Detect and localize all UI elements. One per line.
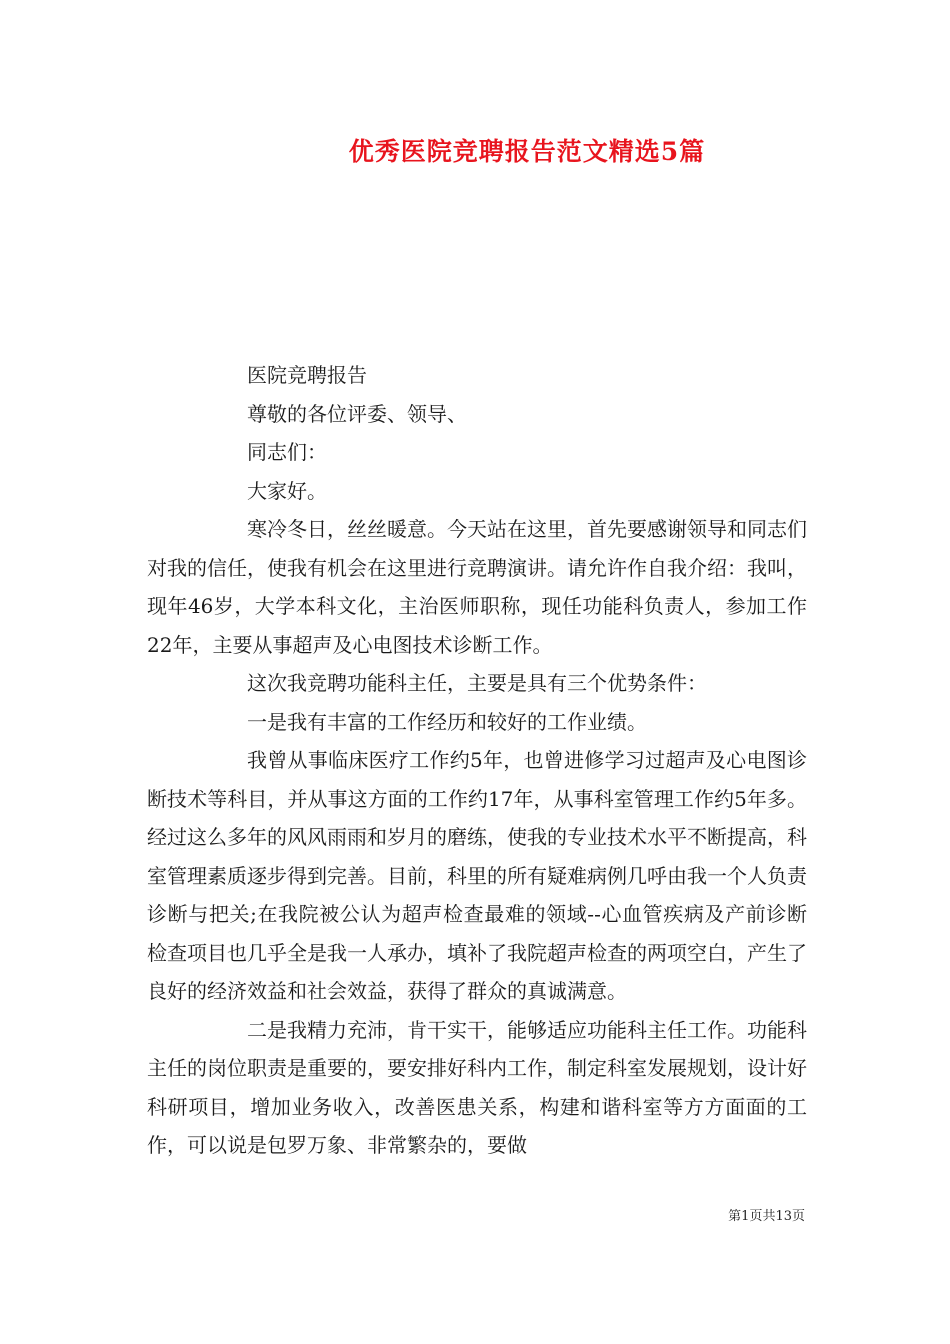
- paragraph-salutation-2: 同志们：: [247, 440, 327, 464]
- paragraph-introduction: 寒冷冬日，丝丝暖意。今天站在这里，首先要感谢领导和同志们对我的信任，使我有机会在这里进行竞聘演讲。请允许作自我介绍：我叫，现年46岁，大学本科文化，主治医师职称，现任功能科负责人，参加工作22年，主要从事超声及心电图技术诊断工作。: [147, 517, 807, 657]
- paragraph-greeting: 大家好。: [247, 478, 327, 503]
- page-number: 第1页共13页: [728, 1209, 805, 1224]
- paragraph-advantages-intro: 这次我竞聘功能科主任，主要是具有三个优势条件：: [247, 671, 707, 695]
- paragraph-heading: 医院竞聘报告: [247, 363, 367, 387]
- paragraph-experience: 我曾从事临床医疗工作约5年，也曾进修学习过超声及心电图诊断技术等科目，并从事这方面的工作约17年，从事科室管理工作约5年多。经过这么多年的风风雨雨和岁月的磨练，使我的专业技术水平不断提高，科室管理素质逐步得到完善。目前，科里的所有疑难病例几呼由我一个人负责诊断与把关;在我院被公认为超声检查最难的领域--心血管疾病及产前诊断检查项目也几乎全是我一人承办，填补了我院超声检查的两项空白，产生了良好的经济效益和社会效益，获得了群众的真诚满意。: [147, 748, 807, 1003]
- paragraph-advantage-one: 一是我有丰富的工作经历和较好的工作业绩。: [247, 709, 647, 734]
- document-title: 优秀医院竞聘报告范文精选5篇: [348, 137, 706, 166]
- paragraph-advantage-two: 二是我精力充沛，肯干实干，能够适应功能科主任工作。功能科主任的岗位职责是重要的，要安排好科内工作，制定科室发展规划，设计好科研项目，增加业务收入，改善医患关系，构建和谐科室等方方面面的工作，可以说是包罗万象、非常繁杂的，要做: [147, 1017, 807, 1157]
- paragraph-salutation: 尊敬的各位评委、领导、: [247, 401, 467, 426]
- document-body: [147, 356, 807, 1165]
